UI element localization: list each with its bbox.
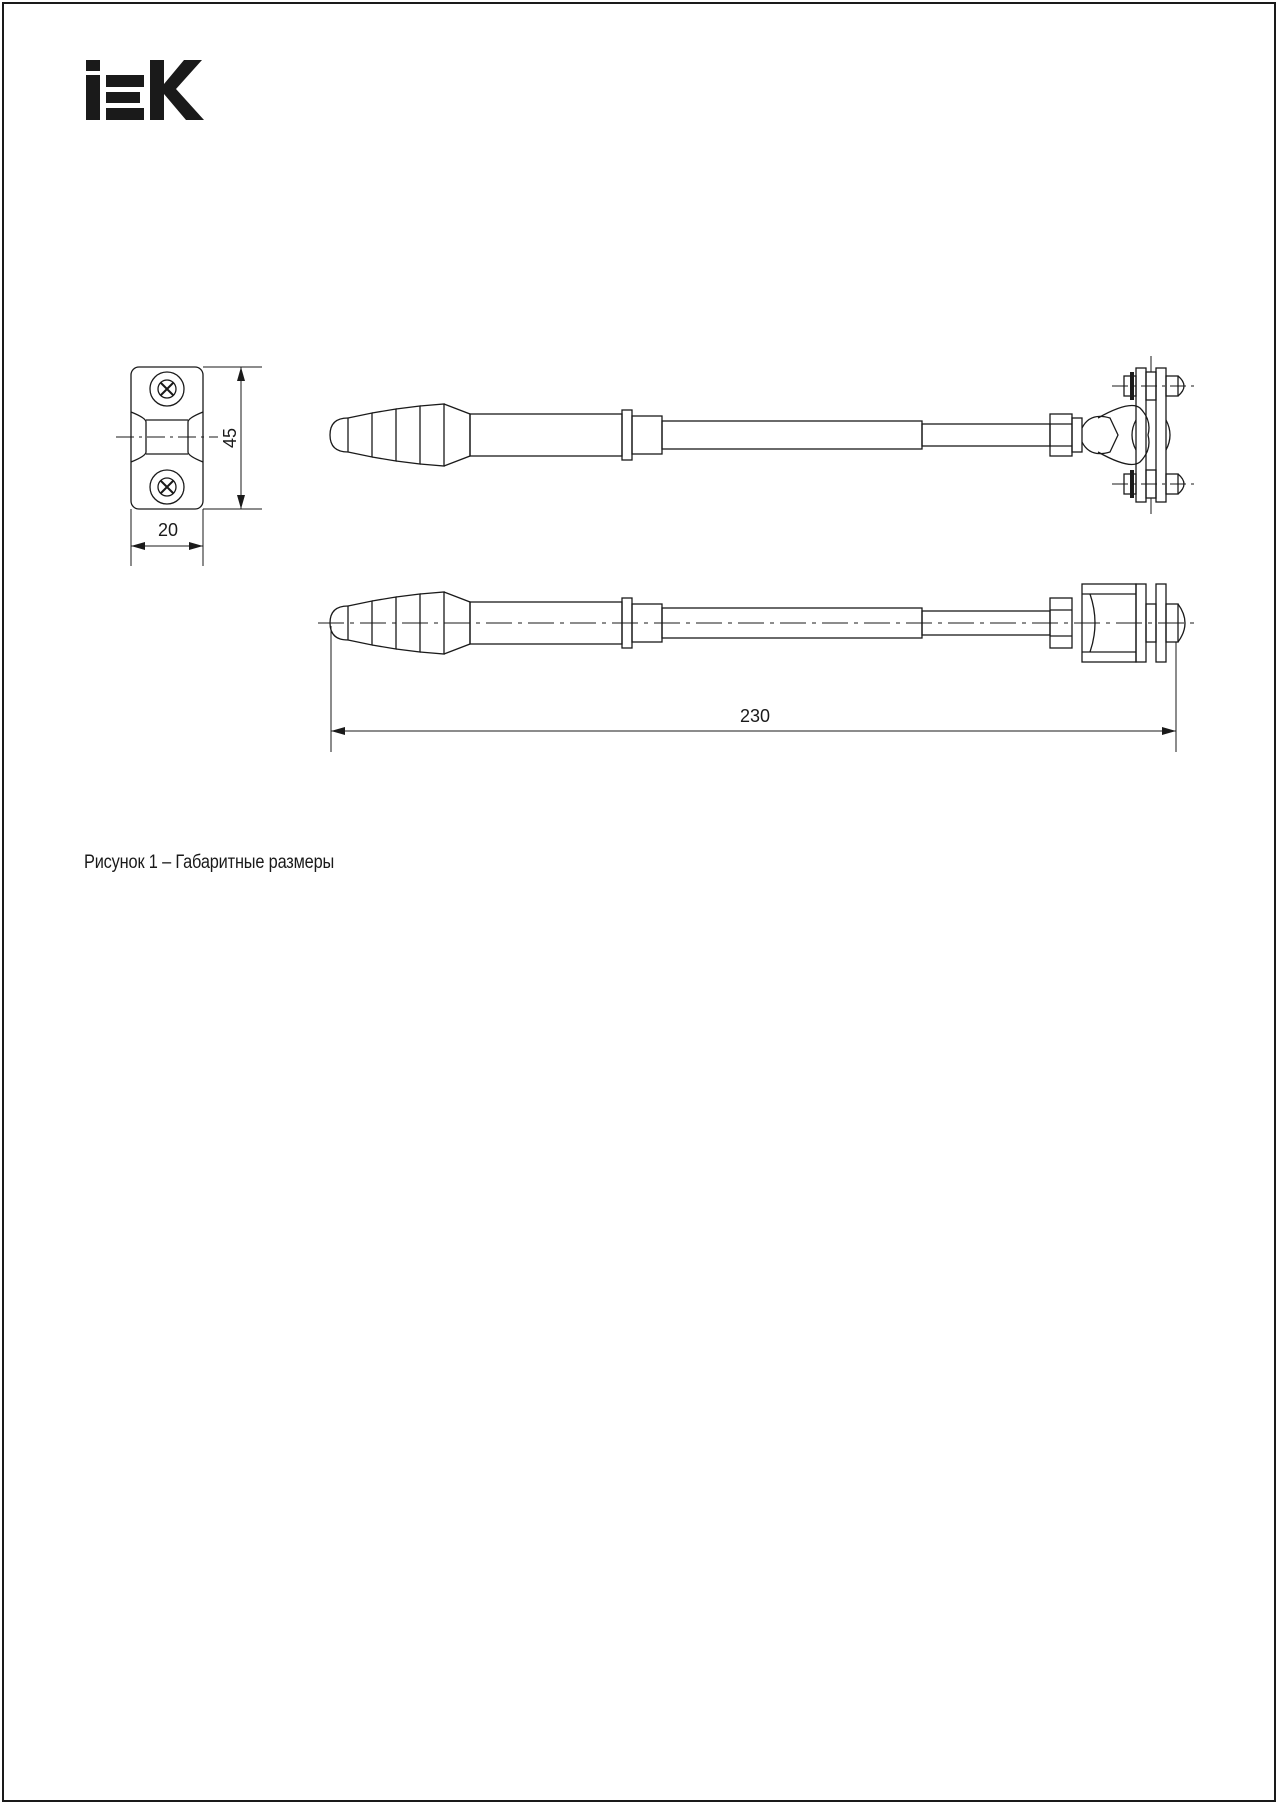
dimension-width-label: 20	[157, 520, 179, 540]
dimension-height-label: 45	[220, 427, 240, 449]
mounting-plate-view	[116, 367, 262, 566]
figure-caption: Рисунок 1 – Габаритные размеры	[84, 852, 335, 873]
anchor-rod-top-view	[330, 356, 1196, 514]
technical-drawing	[0, 0, 1280, 820]
dimension-length-label: 230	[739, 706, 771, 726]
anchor-rod-front-view	[318, 584, 1196, 752]
